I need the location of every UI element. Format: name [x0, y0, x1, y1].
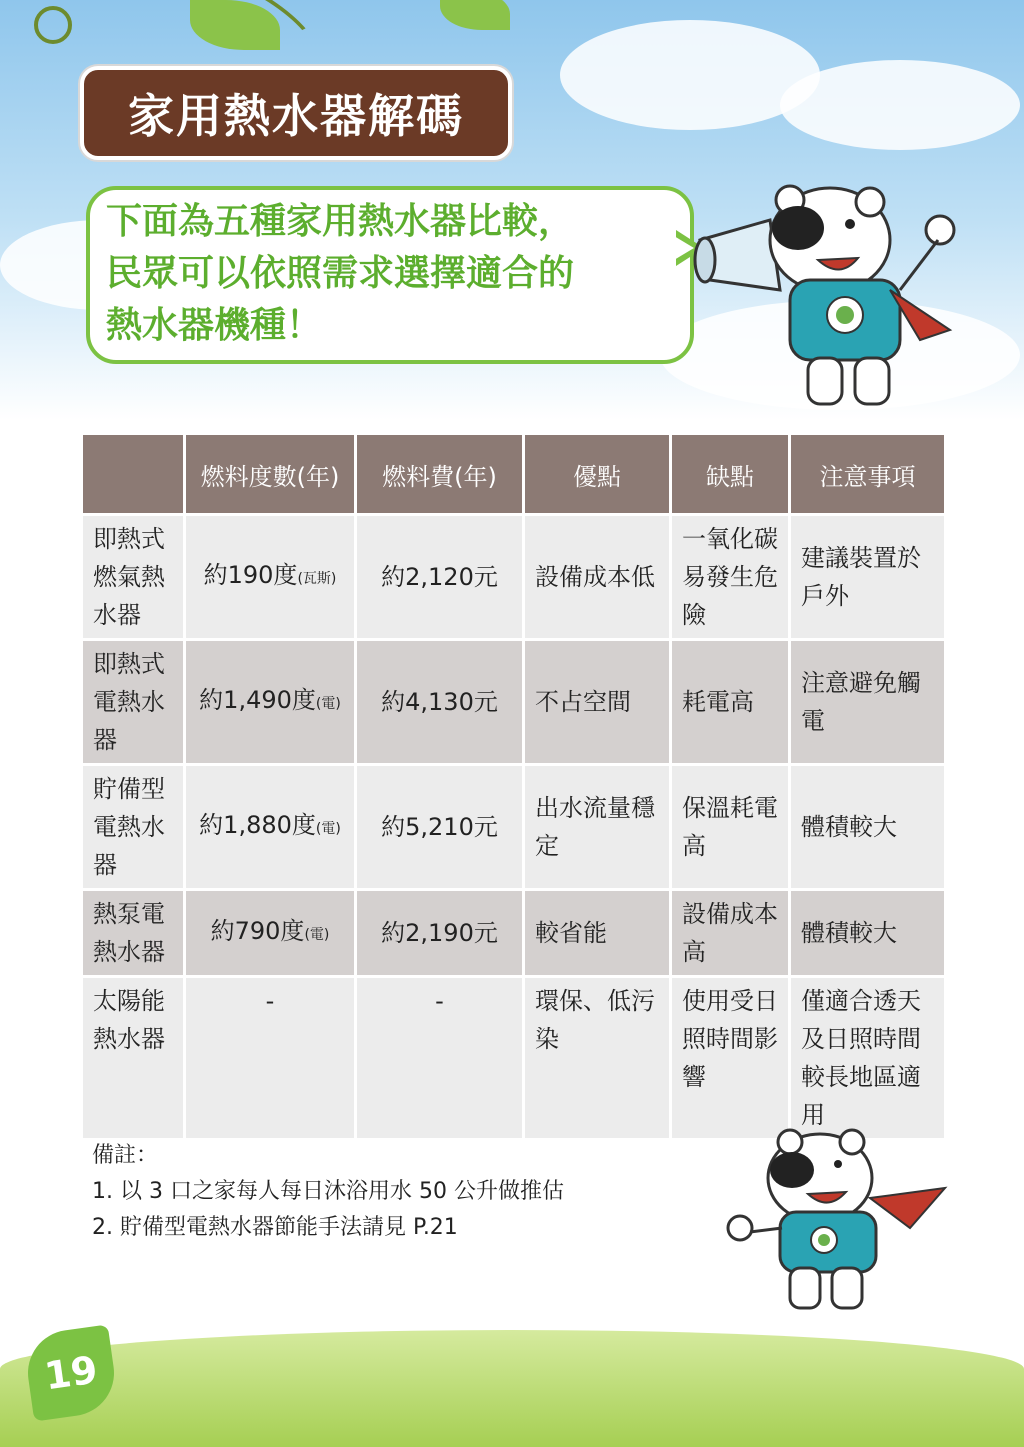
- table-header: 注意事項: [791, 435, 944, 513]
- leaf-icon: [440, 0, 510, 30]
- table-row: [83, 978, 944, 1138]
- page-title-box: [80, 66, 512, 160]
- fuel-usage: 約1,880度(電): [186, 766, 354, 888]
- comparison-table: [80, 432, 947, 1141]
- table-row: [83, 641, 944, 763]
- precaution: 建議裝置於戶外: [791, 516, 944, 638]
- fuel-usage: -: [186, 978, 354, 1138]
- page-title: 家用熱水器解碼: [128, 89, 464, 143]
- fuel-cost: 約2,120元: [357, 516, 522, 638]
- usage-unit: (電): [315, 821, 341, 837]
- note-item: 2. 貯備型電熱水器節能手法請見 P.21: [92, 1215, 458, 1240]
- disadvantage: 設備成本高: [672, 891, 788, 975]
- fuel-usage: 約790度(電): [186, 891, 354, 975]
- disadvantage: 一氧化碳易發生危險: [672, 516, 788, 638]
- note-item: 1. 以 3 口之家每人每日沐浴用水 50 公升做推估: [92, 1179, 564, 1204]
- cloud: [780, 60, 1020, 150]
- page-number: 19: [41, 1347, 101, 1399]
- fuel-cost: 約5,210元: [357, 766, 522, 888]
- intro-text: 下面為五種家用熱水器比較， 民眾可以依照需求選擇適合的 熱水器機種！: [106, 201, 575, 346]
- fuel-cost: 約4,130元: [357, 641, 522, 763]
- precaution: 僅適合透天及日照時間較長地區適用: [791, 978, 944, 1138]
- advantage: 較省能: [525, 891, 669, 975]
- disadvantage: 保溫耗電高: [672, 766, 788, 888]
- disadvantage: 使用受日照時間影響: [672, 978, 788, 1138]
- heater-type: 熱泵電熱水器: [83, 891, 183, 975]
- heater-type: 即熱式電熱水器: [83, 641, 183, 763]
- fuel-usage: 約190度(瓦斯): [186, 516, 354, 638]
- table-header: 缺點: [672, 435, 788, 513]
- heater-type: 貯備型電熱水器: [83, 766, 183, 888]
- advantage: 設備成本低: [525, 516, 669, 638]
- advantage: 環保、低污染: [525, 978, 669, 1138]
- notes: [92, 1138, 564, 1246]
- table-row: [83, 891, 944, 975]
- fuel-cost: 約2,190元: [357, 891, 522, 975]
- advantage: 不占空間: [525, 641, 669, 763]
- polar-bear-waving-illustration: [720, 1128, 950, 1318]
- table-row: [83, 516, 944, 638]
- precaution: 注意避免觸電: [791, 641, 944, 763]
- notes-label: 備註：: [92, 1143, 159, 1168]
- table-header: [83, 435, 183, 513]
- heater-type: 即熱式燃氣熱水器: [83, 516, 183, 638]
- precaution: 體積較大: [791, 891, 944, 975]
- table-header: 燃料度數(年): [186, 435, 354, 513]
- disadvantage: 耗電高: [672, 641, 788, 763]
- precaution: 體積較大: [791, 766, 944, 888]
- fuel-cost: -: [357, 978, 522, 1138]
- usage-unit: (瓦斯): [297, 571, 337, 587]
- table-header: 優點: [525, 435, 669, 513]
- table-row: [83, 766, 944, 888]
- cloud: [560, 20, 820, 130]
- grass-ground: [0, 1330, 1024, 1447]
- usage-unit: (電): [304, 927, 330, 943]
- heater-type: 太陽能熱水器: [83, 978, 183, 1138]
- polar-bear-megaphone-illustration: [690, 180, 970, 420]
- advantage: 出水流量穩定: [525, 766, 669, 888]
- spiral-icon: [34, 6, 72, 44]
- fuel-usage: 約1,490度(電): [186, 641, 354, 763]
- usage-unit: (電): [315, 696, 341, 712]
- table-header: 燃料費(年): [357, 435, 522, 513]
